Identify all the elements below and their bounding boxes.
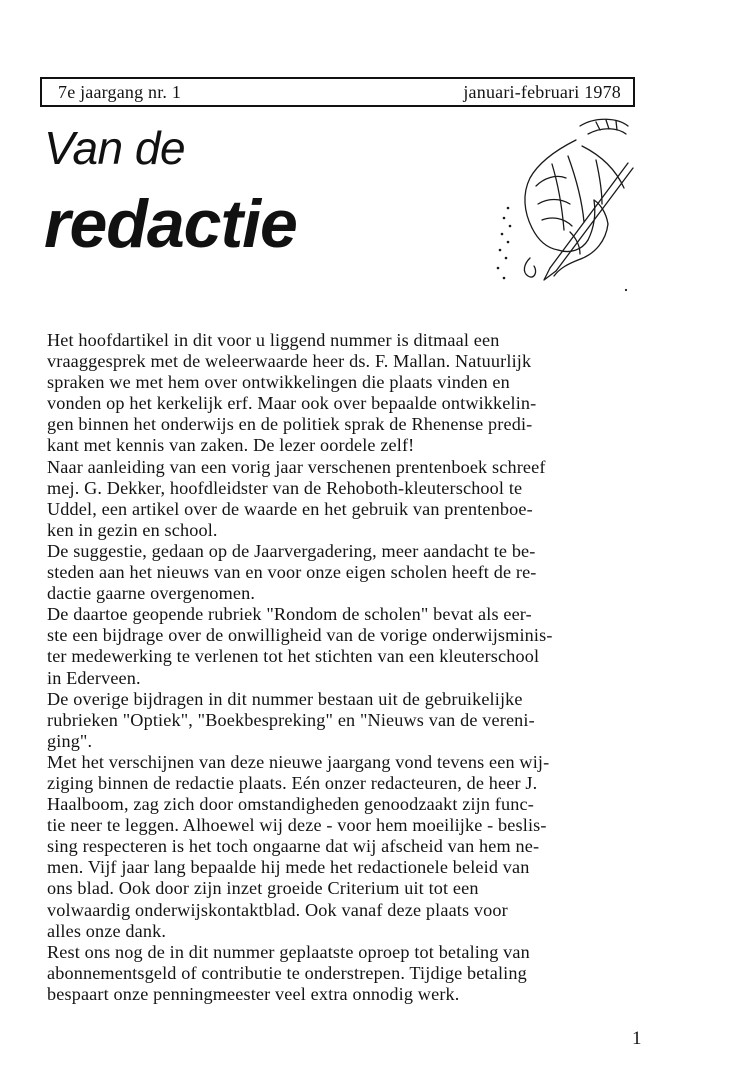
body-line: men. Vijf jaar lang bepaalde hij mede het redactionele beleid van [47, 857, 530, 878]
body-line: Met het verschijnen van deze nieuwe jaargang vond tevens een wij- [47, 751, 550, 772]
body-line: De overige bijdragen in dit nummer bestaan uit de gebruikelijke [47, 688, 523, 709]
body-line: Haalboom, zag zich door omstandigheden genoodzaakt zijn func- [47, 794, 534, 815]
body-line: Uddel, een artikel over de waarde en het gebruik van prentenboe- [47, 498, 533, 519]
body-line: Het hoofdartikel in dit voor u liggend nummer is ditmaal een [47, 330, 500, 350]
body-line: kant met kennis van zaken. De lezer oordele zelf! [47, 435, 415, 456]
page-number: 1 [632, 1028, 642, 1049]
body-line: steden aan het nieuws van en voor onze eigen scholen heeft de re- [47, 562, 537, 583]
body-line: ons blad. Ook door zijn inzet groeide Criterium uit tot een [47, 878, 479, 899]
title-line-2: redactie [44, 186, 297, 262]
body-line: bespaart onze penningmeester veel extra onnodig werk. [47, 983, 460, 1004]
hand-writing-with-pen-icon [478, 108, 648, 293]
volume-label: 7e jaargang nr. 1 [58, 81, 182, 102]
body-line: spraken we met hem over ontwikkelingen die plaats vinden en [47, 372, 510, 393]
body-line: ken in gezin en school. [47, 519, 218, 540]
body-line: De daartoe geopende rubriek "Rondom de scholen" bevat als eer- [47, 604, 532, 625]
body-line: ziging binnen de redactie plaats. Eén onzer redacteuren, de heer J. [47, 772, 538, 793]
body-line: mej. G. Dekker, hoofdleidster van de Rehoboth-kleuterschool te [47, 477, 523, 498]
title-line-1: Van de [44, 122, 186, 174]
body-line: gen binnen het onderwijs en de politiek sprak de Rhenense predi- [47, 414, 533, 435]
body-line: ste een bijdrage over de onwilligheid van de vorige onderwijsminis- [47, 625, 553, 646]
body-line: alles onze dank. [47, 920, 167, 941]
body-line: Rest ons nog de in dit nummer geplaatste oproep tot betaling van [47, 941, 530, 962]
body-line: sing respecteren is het toch ongaarne dat wij afscheid van hem ne- [47, 836, 540, 857]
body-line: volwaardig onderwijskontaktblad. Ook vanaf deze plaats voor [47, 899, 508, 920]
body-line: dactie gaarne overgenomen. [47, 583, 256, 604]
body-line: abonnementsgeld of contributie te onderstrepen. Tijdige betaling [47, 962, 527, 983]
body-line: ter medewerking te verlenen tot het stichten van een kleuterschool [47, 646, 540, 667]
body-line: vraaggesprek met de weleerwaarde heer ds. F. Mallan. Natuurlijk [47, 351, 532, 372]
article-body [47, 330, 667, 1005]
body-line: rubrieken "Optiek", "Boekbespreking" en "Nieuws van de vereni- [47, 709, 535, 730]
body-line: Naar aanleiding van een vorig jaar verschenen prentenboek schreef [47, 456, 546, 477]
body-line: De suggestie, gedaan op de Jaarvergadering, meer aandacht te be- [47, 540, 536, 561]
body-line: tie neer te leggen. Alhoewel wij deze - voor hem moeilijke - beslis- [47, 815, 547, 836]
body-line: vonden op het kerkelijk erf. Maar ook over bepaalde ontwikkelin- [47, 393, 537, 414]
issue-date: januari-februari 1978 [463, 81, 621, 102]
issue-header [40, 77, 635, 107]
body-line: ging". [47, 730, 93, 751]
body-line: in Ederveen. [47, 667, 141, 688]
